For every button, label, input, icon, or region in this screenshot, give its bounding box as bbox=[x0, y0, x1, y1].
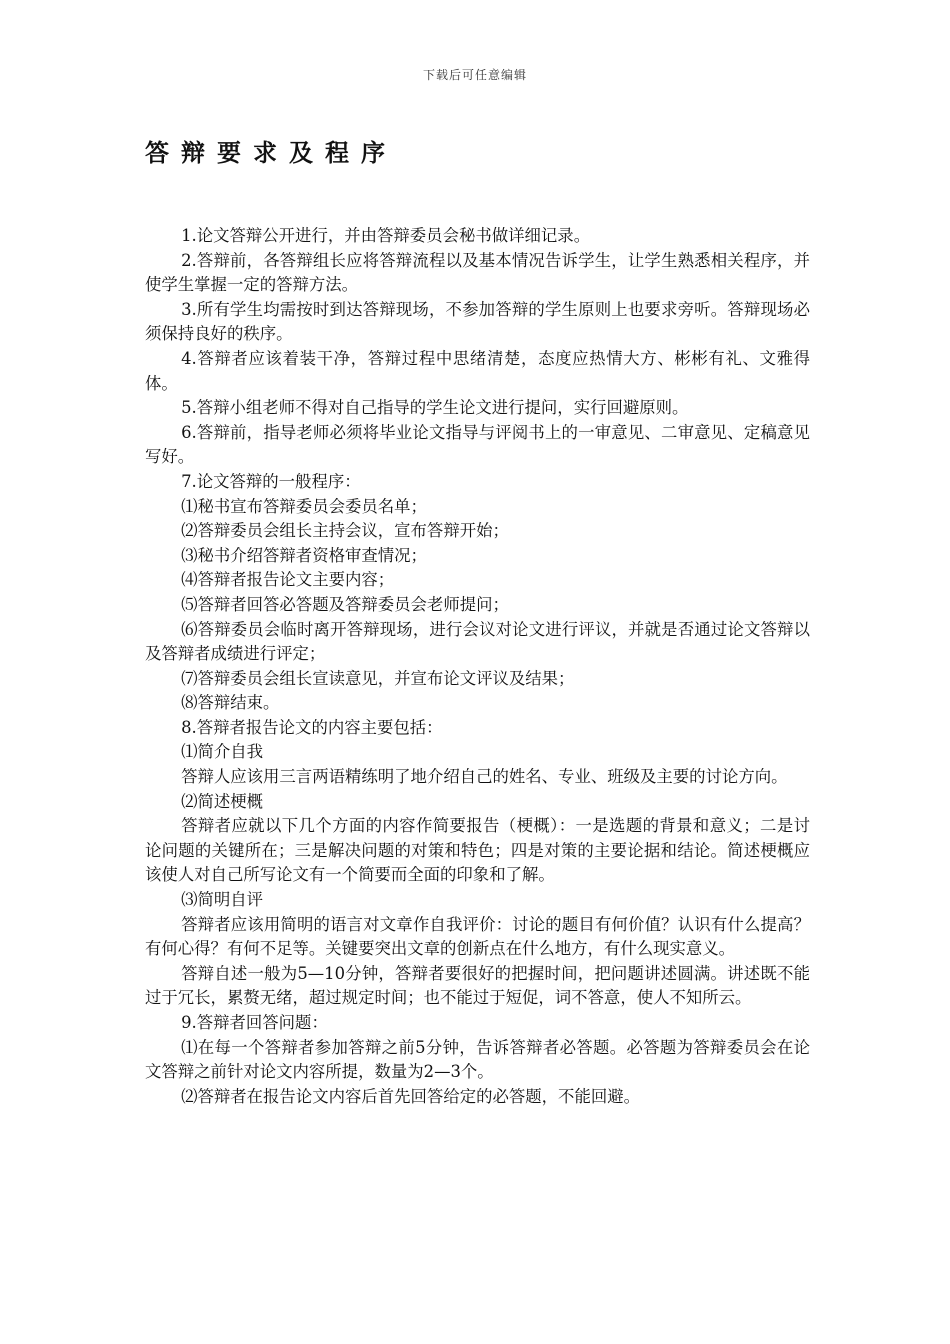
list-item: ⑴秘书宣布答辩委员会委员名单； bbox=[181, 496, 427, 516]
paragraph: 答辩自述一般为5—10分钟，答辩者要很好的把握时间，把问题讲述圆满。讲述既不能过于冗长，累赘无绪，超过规定时间；也不能过于短促，词不答意，使人不知所云。 bbox=[145, 963, 810, 1008]
document-title: 答辩要求及程序 bbox=[145, 139, 397, 167]
list-item: ⑷答辩者报告论文主要内容； bbox=[181, 570, 395, 590]
paragraph: 4.答辩者应该着装干净，答辩过程中思绪清楚，态度应热情大方、彬彬有礼、文雅得体。 bbox=[145, 348, 810, 393]
list-item: ⑺答辩委员会组长宣读意见，并宣布论文评议及结果； bbox=[181, 668, 575, 688]
paragraph: 答辩人应该用三言两语精练明了地介绍自己的姓名、专业、班级及主要的讨论方向。 bbox=[181, 767, 788, 787]
document-body bbox=[145, 224, 810, 1109]
paragraph: 5.答辩小组老师不得对自己指导的学生论文进行提问，实行回避原则。 bbox=[181, 398, 689, 418]
paragraph: 9.答辩者回答问题： bbox=[181, 1013, 328, 1032]
paragraph: 3.所有学生均需按时到达答辩现场，不参加答辩的学生原则上也要求旁听。答辩现场必须保持良好的秩序。 bbox=[145, 299, 810, 344]
paragraph: 答辩者应该用简明的语言对文章作自我评价：讨论的题目有何价值？认识有什么提高？有何心得？有何不足等。关键要突出文章的创新点在什么地方，有什么现实意义。 bbox=[145, 914, 810, 959]
list-item: ⑴简介自我 bbox=[181, 742, 264, 762]
list-item: ⑻答辩结束。 bbox=[181, 693, 280, 713]
list-item: ⑶简明自评 bbox=[181, 890, 264, 910]
list-item: ⑹答辩委员会临时离开答辩现场，进行会议对论文进行评议，并就是否通过论文答辩以及答辩者成绩进行评定； bbox=[145, 619, 810, 664]
list-item: ⑸答辩者回答必答题及答辩委员会老师提问； bbox=[181, 594, 509, 614]
paragraph: 1.论文答辩公开进行，并由答辩委员会秘书做详细记录。 bbox=[181, 226, 591, 245]
list-item: ⑵简述梗概 bbox=[181, 791, 264, 811]
paragraph: 6.答辩前，指导老师必须将毕业论文指导与评阅书上的一审意见、二审意见、定稿意见写好。 bbox=[145, 422, 810, 467]
list-item: ⑶秘书介绍答辩者资格审查情况； bbox=[181, 545, 427, 565]
list-item: ⑵答辩委员会组长主持会议，宣布答辩开始； bbox=[181, 521, 509, 541]
paragraph: 7.论文答辩的一般程序： bbox=[181, 471, 361, 491]
header-note: 下载后可任意编辑 bbox=[422, 68, 527, 82]
paragraph: 答辩者应就以下几个方面的内容作简要报告（梗概）：一是选题的背景和意义；二是讨论问题的关键所在；三是解决问题的对策和特色；四是对策的主要论据和结论。简述梗概应该使人对自己所写论文有一个简要而全面的印象和了解。 bbox=[145, 816, 810, 885]
paragraph: 8.答辩者报告论文的内容主要包括： bbox=[181, 717, 443, 737]
paragraph: 2.答辩前，各答辩组长应将答辩流程以及基本情况告诉学生，让学生熟悉相关程序，并使学生掌握一定的答辩方法。 bbox=[145, 250, 810, 295]
list-item: ⑴在每一个答辩者参加答辩之前5分钟，告诉答辩者必答题。必答题为答辩委员会在论文答辩之前针对论文内容所提，数量为2—3个。 bbox=[145, 1037, 810, 1082]
list-item: ⑵答辩者在报告论文内容后首先回答给定的必答题，不能回避。 bbox=[181, 1086, 641, 1106]
